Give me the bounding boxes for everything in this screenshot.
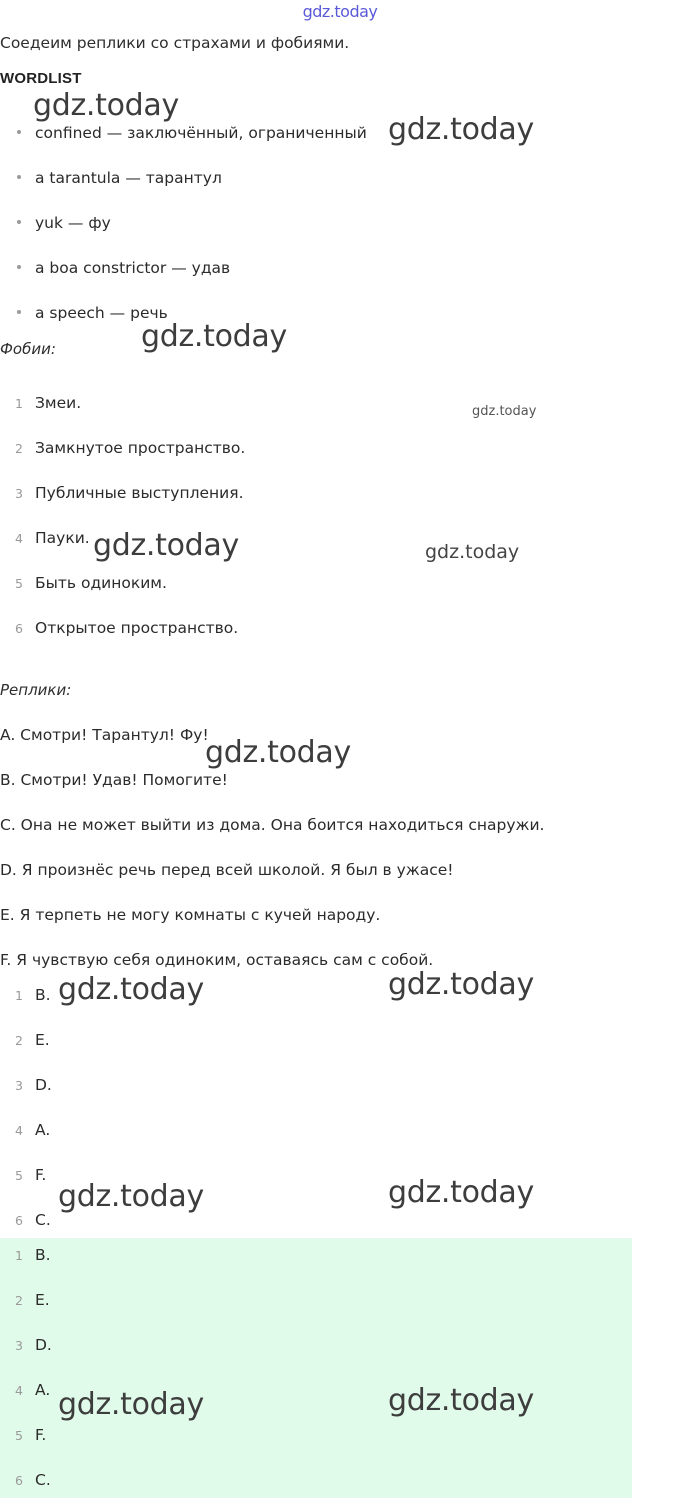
answer-item — [15, 986, 51, 1004]
watermark: gdz.today — [425, 541, 520, 563]
item-number: 2 — [15, 1033, 23, 1048]
watermark: gdz.today — [472, 404, 537, 419]
answer-text: A. — [35, 1121, 51, 1139]
item-number: 6 — [15, 1473, 23, 1488]
bullet-icon — [17, 265, 21, 269]
answer-text: D. — [35, 1076, 52, 1094]
answer-text: B. — [35, 1246, 51, 1264]
item-number: 1 — [15, 988, 23, 1003]
item-number: 6 — [15, 621, 23, 636]
watermark: gdz.today — [58, 1179, 204, 1214]
watermark: gdz.today — [388, 1175, 534, 1210]
item-number: 3 — [15, 486, 23, 501]
answer-item — [15, 1076, 52, 1094]
site-logo[interactable]: gdz.today — [302, 2, 378, 21]
phobia-text: Быть одиноким. — [35, 574, 167, 592]
phobia-text: Пауки. — [35, 529, 90, 547]
item-number: 4 — [15, 1383, 23, 1398]
wordlist-heading: WORDLIST — [0, 70, 82, 87]
bullet-icon — [17, 310, 21, 314]
wordlist-item-text: confined — заключённый, ограниченный — [35, 124, 367, 142]
item-number: 2 — [15, 1293, 23, 1308]
answer-item — [15, 1211, 51, 1229]
item-number: 4 — [15, 531, 23, 546]
phobia-item — [15, 439, 245, 457]
watermark: gdz.today — [58, 1387, 204, 1422]
phobia-item — [15, 574, 167, 592]
item-number: 4 — [15, 1123, 23, 1138]
item-number: 1 — [15, 396, 23, 411]
bullet-icon — [17, 175, 21, 179]
answer-text: D. — [35, 1336, 52, 1354]
reply-item: B. Смотри! Удав! Помогите! — [0, 771, 228, 789]
task-instruction: Соедеим реплики со страхами и фобиями. — [0, 34, 350, 52]
item-number: 5 — [15, 1168, 23, 1183]
wordlist-item-text: a speech — речь — [35, 304, 168, 322]
answer-text: C. — [35, 1471, 51, 1489]
highlighted-answer-item — [15, 1336, 52, 1354]
wordlist-item-text: a boa constrictor — удав — [35, 259, 231, 277]
wordlist-item — [17, 169, 222, 187]
watermark: gdz.today — [33, 88, 179, 123]
reply-item: D. Я произнёс речь перед всей школой. Я был в ужасе! — [0, 861, 454, 879]
phobia-text: Змеи. — [35, 394, 82, 412]
item-number: 3 — [15, 1078, 23, 1093]
phobia-text: Открытое пространство. — [35, 619, 239, 637]
highlighted-answer-item — [15, 1426, 46, 1444]
highlighted-answer-item — [15, 1471, 51, 1489]
reply-item: C. Она не может выйти из дома. Она боится находиться снаружи. — [0, 816, 545, 834]
watermark: gdz.today — [388, 1383, 534, 1418]
reply-item: E. Я терпеть не могу комнаты с кучей народу. — [0, 906, 381, 924]
answer-item — [15, 1166, 46, 1184]
watermark: gdz.today — [58, 972, 204, 1007]
item-number: 1 — [15, 1248, 23, 1263]
reply-item: A. Смотри! Тарантул! Фу! — [0, 726, 209, 744]
phobia-item — [15, 619, 238, 637]
answer-text: F. — [35, 1166, 47, 1184]
item-number: 5 — [15, 576, 23, 591]
phobia-text: Замкнутое пространство. — [35, 439, 246, 457]
phobia-item — [15, 529, 90, 547]
replies-label: Реплики: — [0, 681, 72, 699]
phobia-text: Публичные выступления. — [35, 484, 244, 502]
wordlist-item — [17, 214, 111, 232]
wordlist-item-text: a tarantula — тарантул — [35, 169, 222, 187]
answer-text: E. — [35, 1031, 50, 1049]
answer-text: E. — [35, 1291, 50, 1309]
watermark: gdz.today — [205, 735, 351, 770]
wordlist-item — [17, 259, 230, 277]
wordlist-item-text: yuk — фу — [35, 214, 111, 232]
phobias-label: Фобии: — [0, 340, 56, 358]
item-number: 6 — [15, 1213, 23, 1228]
item-number: 2 — [15, 441, 23, 456]
bullet-icon — [17, 130, 21, 134]
watermark: gdz.today — [388, 967, 534, 1002]
answer-item — [15, 1031, 50, 1049]
highlighted-answer-item — [15, 1246, 51, 1264]
reply-item: F. Я чувствую себя одиноким, оставаясь сам с собой. — [0, 951, 434, 969]
phobia-item — [15, 394, 81, 412]
wordlist-item — [17, 124, 367, 142]
item-number: 5 — [15, 1428, 23, 1443]
highlighted-answer-item — [15, 1291, 50, 1309]
answer-text: A. — [35, 1381, 51, 1399]
answer-item — [15, 1121, 50, 1139]
answer-text: C. — [35, 1211, 51, 1229]
phobia-item — [15, 484, 244, 502]
answer-highlight-box — [0, 1238, 632, 1498]
watermark: gdz.today — [141, 319, 287, 354]
answer-text: B. — [35, 986, 51, 1004]
item-number: 3 — [15, 1338, 23, 1353]
watermark: gdz.today — [388, 112, 534, 147]
watermark: gdz.today — [93, 528, 239, 563]
bullet-icon — [17, 220, 21, 224]
highlighted-answer-item — [15, 1381, 50, 1399]
answer-text: F. — [35, 1426, 47, 1444]
